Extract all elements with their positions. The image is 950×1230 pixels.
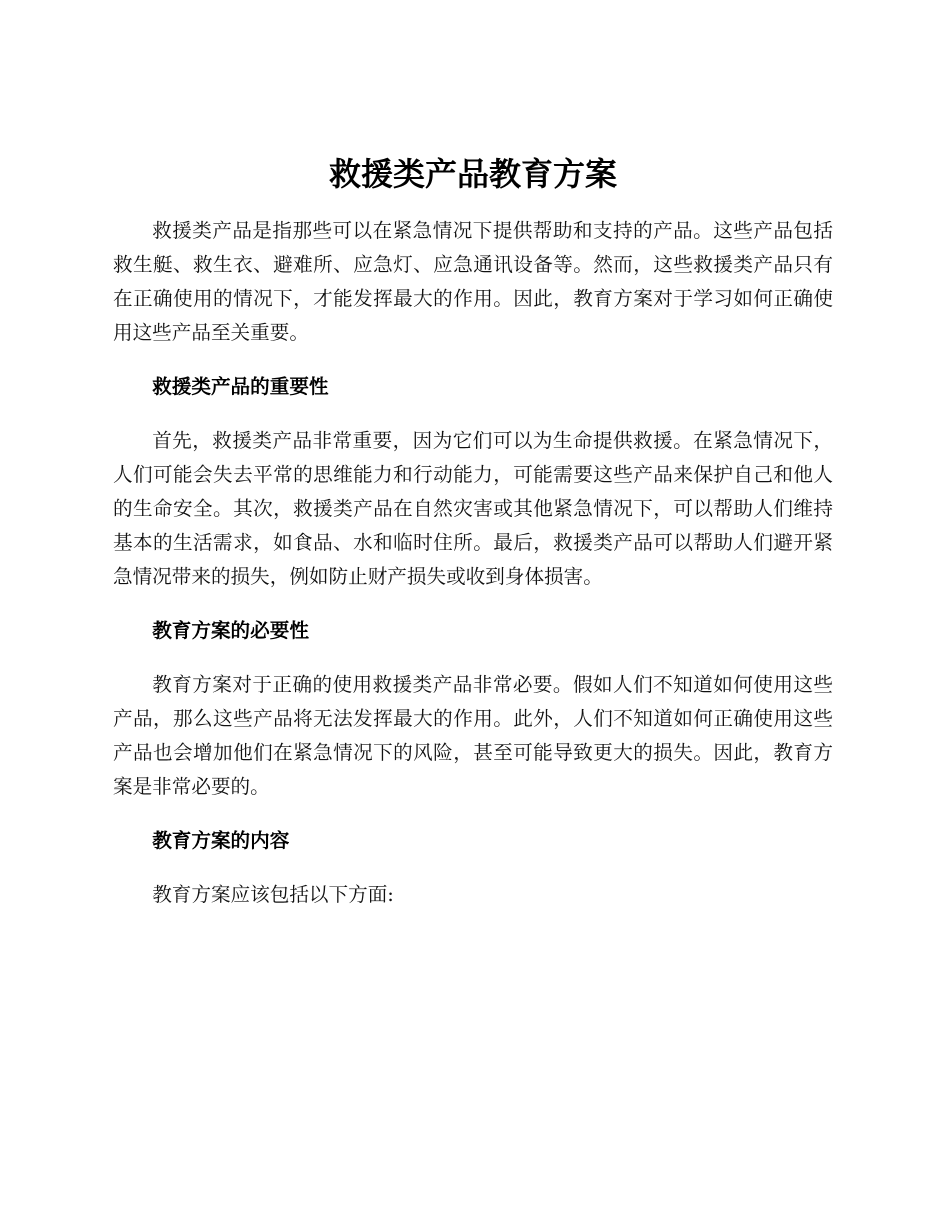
section-heading-importance: 救援类产品的重要性 <box>152 375 329 398</box>
intro-paragraph: 救援类产品是指那些可以在紧急情况下提供帮助和支持的产品。这些产品包括救生艇、救生衣、避难所、应急灯、应急通讯设备等。然而，这些救援类产品只有在正确使用的情况下，才能发挥最大的作用。因此，教育方案对于学习如何正确使用这些产品至关重要。 <box>113 219 833 344</box>
section-body-content: 教育方案应该包括以下方面: <box>152 883 394 906</box>
section-heading-content: 教育方案的内容 <box>152 829 290 852</box>
document-title: 救援类产品教育方案 <box>328 155 617 193</box>
section-body-necessity: 教育方案对于正确的使用救援类产品非常必要。假如人们不知道如何使用这些产品，那么这些产品将无法发挥最大的作用。此外，人们不知道如何正确使用这些产品也会增加他们在紧急情况下的风险，甚至可能导致更大的损失。因此，教育方案是非常必要的。 <box>113 673 833 798</box>
section-heading-necessity: 教育方案的必要性 <box>152 619 309 642</box>
section-body-importance: 首先，救援类产品非常重要，因为它们可以为生命提供救援。在紧急情况下，人们可能会失去平常的思维能力和行动能力，可能需要这些产品来保护自己和他人的生命安全。其次，救援类产品在自然灾害或其他紧急情况下，可以帮助人们维持基本的生活需求，如食品、水和临时住所。最后，救援类产品可以帮助人们避开紧急情况带来的损失，例如防止财产损失或收到身体损害。 <box>113 429 833 588</box>
document-page <box>113 148 833 912</box>
